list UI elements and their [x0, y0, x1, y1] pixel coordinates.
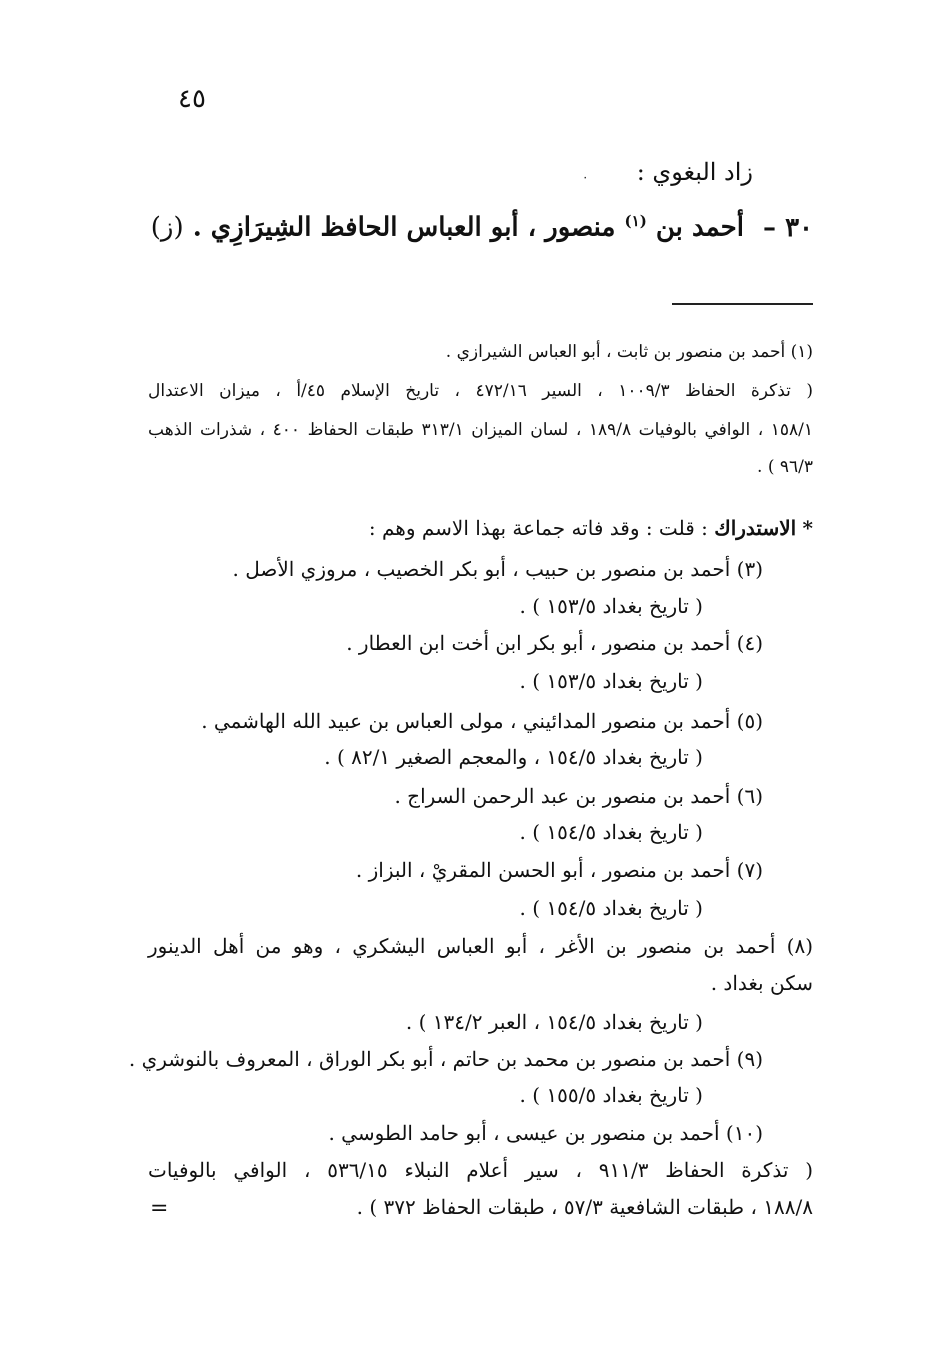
item-7-line: (٧) أحمد بن منصور ، أبو الحسن المقريْ ، البزاز . [355, 858, 763, 882]
item-4-source: ( تاريخ بغداد ١٥٣/٥ ) . [519, 669, 703, 693]
item-8-source: ( تاريخ بغداد ١٥٤/٥ ، العبر ١٣٤/٢ ) . [405, 1010, 703, 1034]
entry-tag: (ز) [150, 212, 184, 243]
item-9-line: (٩) أحمد بن منصور بن محمد بن حاتم ، أبو بكر الوراق ، المعروف بالنوشري . [128, 1047, 763, 1071]
istidrak-intro: : قلت : وقد فاته جماعة بهذا الاسم وهم : [368, 516, 708, 540]
item-8-line: (٨) أحمد بن منصور بن الأغر ، أبو العباس اليشكري ، وهو من أهل الدينور [148, 934, 813, 958]
item-8-line-2: سكن بغداد . [710, 971, 813, 995]
entry-number: ٣٠ – [763, 212, 813, 243]
item-10-line: (١٠) أحمد بن منصور بن عيسى ، أبو حامد الطوسي . [328, 1121, 763, 1145]
footnote-ref: (١) [624, 212, 647, 230]
item-10-source-2: ١٨٨/٨ ، طبقات الشافعية ٥٧/٣ ، طبقات الحفاظ ٣٧٢ ) . [356, 1195, 813, 1219]
item-4-line: (٤) أحمد بن منصور ، أبو بكر ابن أخت ابن العطار . [346, 631, 763, 655]
entry-text-before: أحمد بن [655, 212, 744, 243]
intro-line: زاد البغوي : [636, 158, 753, 186]
item-5-line: (٥) أحمد بن منصور المدائيني ، مولى العباس بن عبيد الله الهاشمي . [201, 709, 763, 733]
intro-mark: ٠ [582, 170, 589, 184]
entry-text-after: منصور ، أبو العباس الحافظ الشِيرَازِي . [192, 212, 616, 243]
footnote-divider [672, 303, 813, 305]
entry-heading [151, 212, 813, 243]
item-6-source: ( تاريخ بغداد ١٥٤/٥ ) . [519, 820, 703, 844]
item-3-source: ( تاريخ بغداد ١٥٣/٥ ) . [519, 594, 703, 618]
istidrak-title: الاستدراك [714, 516, 797, 540]
istidrak-star: * [802, 516, 813, 540]
item-6-line: (٦) أحمد بن منصور بن عبد الرحمن السراج . [394, 784, 763, 808]
footnote-line-4: ٩٦/٣ ) . [757, 457, 813, 477]
item-7-source: ( تاريخ بغداد ١٥٤/٥ ) . [519, 896, 703, 920]
item-10-source: ( تذكرة الحفاظ ٩١١/٣ ، سير أعلام النبلاء ٥٣٦/١٥ ، الوافي بالوفيات [148, 1158, 814, 1182]
footnote-line-2: ( تذكرة الحفاظ ١٠٠٩/٣ ، السير ٤٧٢/١٦ ، تاريخ الإسلام ٤٥/أ ، ميزان الاعتدال [148, 381, 813, 401]
item-9-source: ( تاريخ بغداد ١٥٥/٥ ) . [519, 1083, 703, 1107]
item-5-source: ( تاريخ بغداد ١٥٤/٥ ، والمعجم الصغير ٨٢/١ ) . [324, 745, 703, 769]
istidrak-heading [369, 516, 813, 540]
item-3-line: (٣) أحمد بن منصور بن حبيب ، أبو بكر الخصيب ، مروزي الأصل . [232, 557, 763, 581]
page-number: ٤٥ [178, 84, 206, 114]
footnote-line-3: ١٥٨/١ ، الوافي بالوفيات ١٨٩/٨ ، لسان الميزان ٣١٣/١ طبقات الحفاظ ٤٠٠ ، شذرات الذهب [148, 420, 813, 440]
footnote-line-1: (١) أحمد بن منصور بن ثابت ، أبو العباس الشيرازي . [445, 342, 813, 362]
continuation-mark: = [150, 1196, 169, 1221]
